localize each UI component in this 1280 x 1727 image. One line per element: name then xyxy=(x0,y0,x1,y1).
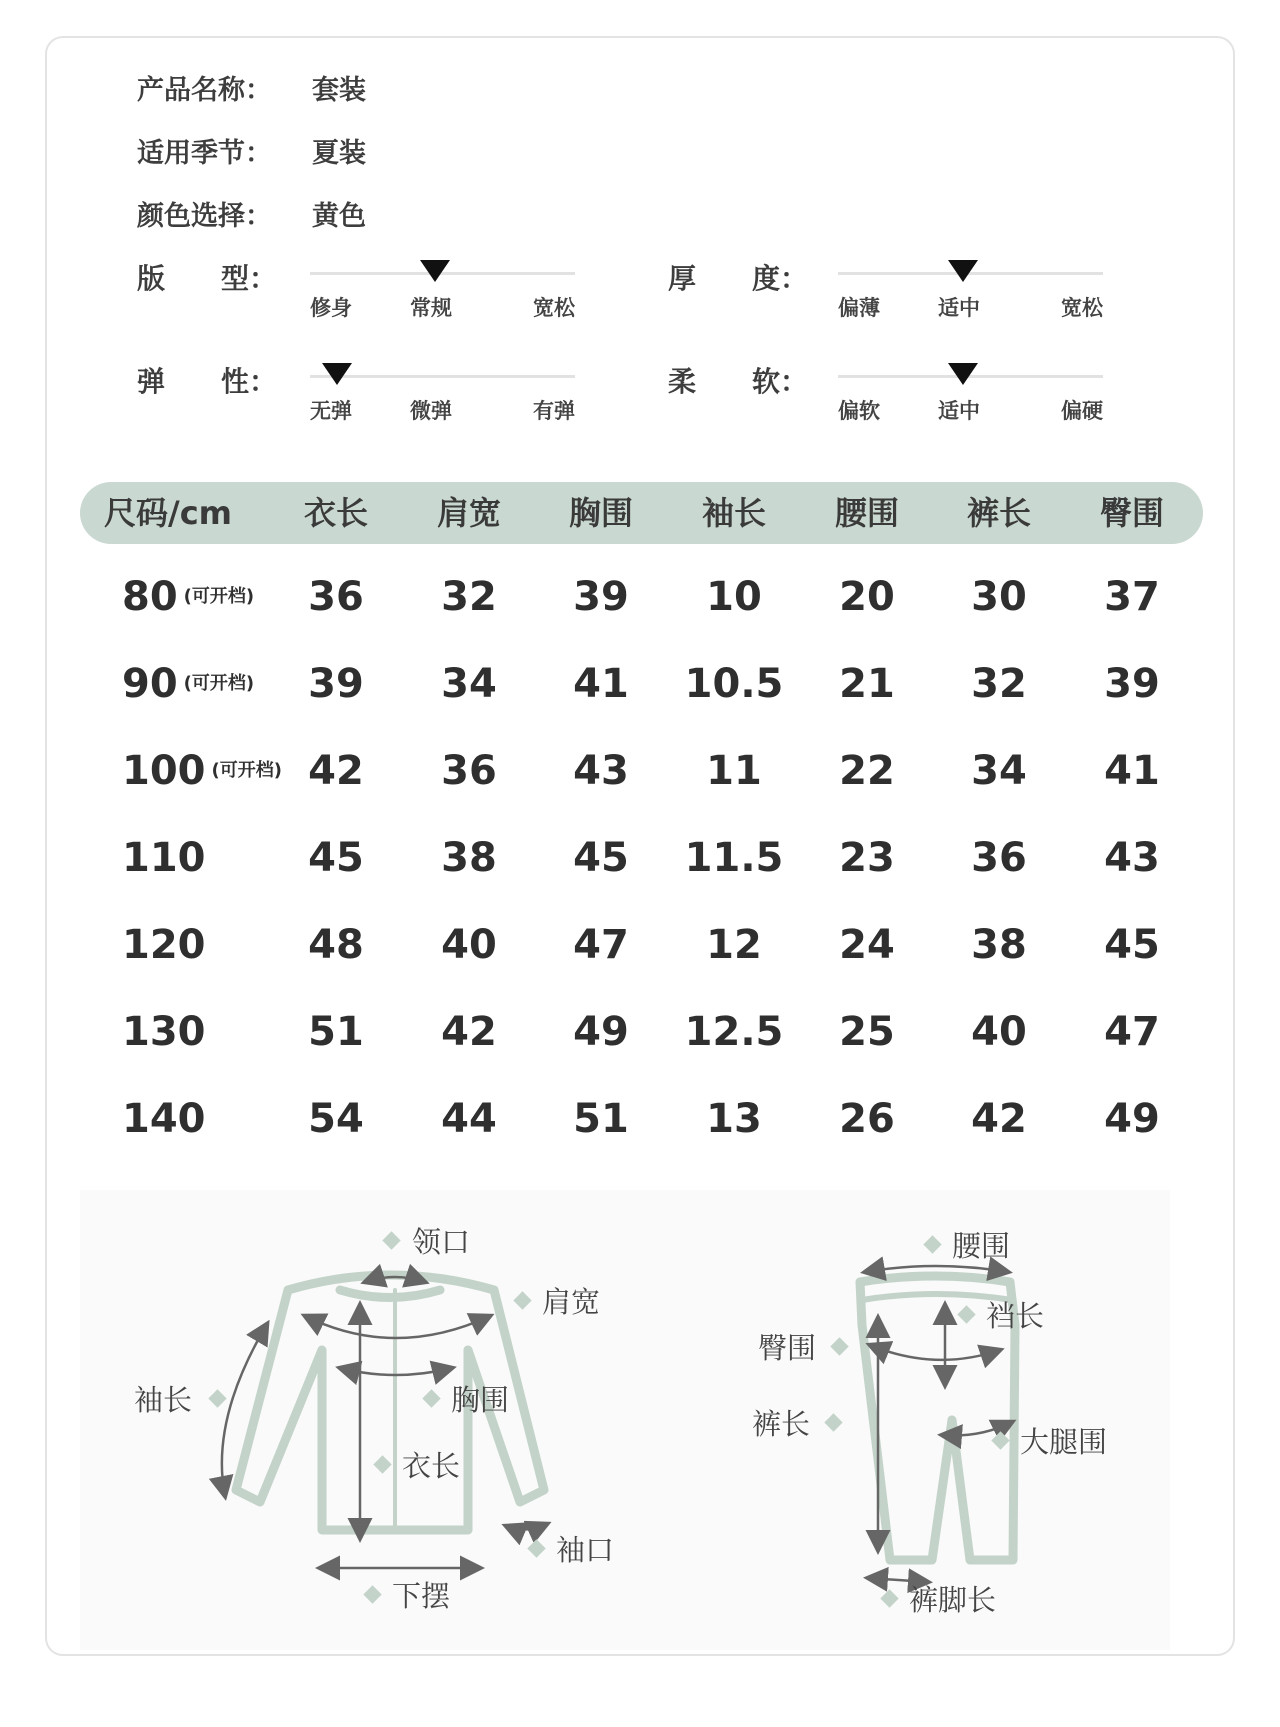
table-cell: 39 xyxy=(308,661,364,707)
table-cell: 11.5 xyxy=(684,835,784,881)
table-cell: 43 xyxy=(573,748,629,794)
table-cell: 12 xyxy=(706,922,762,968)
header-cell: 臀围 xyxy=(1099,494,1165,532)
size-cell: 130 xyxy=(122,1009,206,1055)
scale-marker xyxy=(420,260,450,282)
info-season: 适用季节： 夏装 xyxy=(137,138,366,169)
scale-fit: 修身 常规 宽松 xyxy=(310,256,575,326)
table-cell: 39 xyxy=(573,574,629,620)
table-cell: 36 xyxy=(971,835,1027,881)
attr-label-softness: 柔 软： xyxy=(668,365,808,398)
table-cell: 11 xyxy=(706,748,762,794)
scale-marker xyxy=(948,363,978,385)
table-cell: 45 xyxy=(1104,922,1160,968)
label-cuff: 袖口 xyxy=(556,1533,615,1567)
label-leg-opening: 裤脚长 xyxy=(909,1583,997,1617)
table-cell: 36 xyxy=(308,574,364,620)
table-cell: 48 xyxy=(308,922,364,968)
table-row xyxy=(80,905,1203,985)
table-cell: 42 xyxy=(308,748,364,794)
attr-label-thickness: 厚 度： xyxy=(668,262,808,295)
header-cell: 袖长 xyxy=(701,494,767,532)
table-cell: 41 xyxy=(573,661,629,707)
table-row xyxy=(80,1079,1203,1159)
attr-label-fit: 版 型： xyxy=(137,262,277,295)
size-cell: 100 $^{(可开档)}$ xyxy=(122,748,282,794)
table-cell: 34 xyxy=(971,748,1027,794)
table-cell: 40 xyxy=(971,1009,1027,1055)
table-cell: 22 xyxy=(839,748,895,794)
label-sleeve-length: 袖长 xyxy=(134,1383,193,1417)
table-cell: 51 xyxy=(308,1009,364,1055)
table-cell: 41 xyxy=(1104,748,1160,794)
scale-softness: 偏软 适中 偏硬 xyxy=(838,359,1103,429)
table-cell: 44 xyxy=(441,1096,497,1142)
table-cell: 34 xyxy=(441,661,497,707)
table-cell: 10 xyxy=(706,574,762,620)
table-row xyxy=(80,557,1203,637)
table-cell: 45 xyxy=(573,835,629,881)
size-cell: 140 xyxy=(122,1096,206,1142)
table-cell: 25 xyxy=(839,1009,895,1055)
table-row xyxy=(80,731,1203,811)
table-cell: 43 xyxy=(1104,835,1160,881)
open-crotch-note: (可开档) xyxy=(211,760,282,781)
scale-thickness: 偏薄 适中 宽松 xyxy=(838,256,1103,326)
header-cell: 腰围 xyxy=(834,494,900,532)
table-cell: 32 xyxy=(441,574,497,620)
label-hip: 臀围 xyxy=(758,1331,817,1365)
label-shoulder: 肩宽 xyxy=(542,1285,601,1319)
table-row xyxy=(80,644,1203,724)
table-cell: 23 xyxy=(839,835,895,881)
table-cell: 47 xyxy=(573,922,629,968)
size-cell: 120 xyxy=(122,922,206,968)
table-cell: 42 xyxy=(971,1096,1027,1142)
label-pants-length: 裤长 xyxy=(752,1407,811,1441)
label-chest: 胸围 xyxy=(451,1383,510,1417)
table-cell: 21 xyxy=(839,661,895,707)
table-cell: 26 xyxy=(839,1096,895,1142)
header-cell: 裤长 xyxy=(966,494,1032,532)
header-cell: 衣长 xyxy=(303,494,369,532)
table-row xyxy=(80,992,1203,1072)
table-cell: 42 xyxy=(441,1009,497,1055)
table-cell: 47 xyxy=(1104,1009,1160,1055)
measurement-diagram xyxy=(80,1190,1170,1650)
size-cell: 80 $^{(可开档)}$ xyxy=(122,574,255,620)
table-cell: 30 xyxy=(971,574,1027,620)
table-cell: 49 xyxy=(1104,1096,1160,1142)
table-cell: 20 xyxy=(839,574,895,620)
scale-marker xyxy=(322,363,352,385)
scale-elasticity: 无弹 微弹 有弹 xyxy=(310,359,575,429)
label-thigh: 大腿围 xyxy=(1020,1425,1108,1459)
attr-label-elasticity: 弹 性： xyxy=(137,365,277,398)
table-cell: 24 xyxy=(839,922,895,968)
label-collar: 领口 xyxy=(412,1225,471,1259)
label-waist: 腰围 xyxy=(952,1229,1011,1263)
table-header xyxy=(80,482,1203,544)
table-cell: 12.5 xyxy=(684,1009,784,1055)
header-cell: 胸围 xyxy=(568,494,634,532)
info-product-name: 产品名称： 套装 xyxy=(137,75,366,106)
table-cell: 38 xyxy=(441,835,497,881)
header-size: 尺码/cm xyxy=(104,494,233,532)
table-cell: 13 xyxy=(706,1096,762,1142)
open-crotch-note: (可开档) xyxy=(183,586,255,607)
size-cell: 90 $^{(可开档)}$ xyxy=(122,661,255,707)
label-hem: 下摆 xyxy=(392,1579,451,1613)
table-row xyxy=(80,818,1203,898)
table-cell: 40 xyxy=(441,922,497,968)
table-cell: 39 xyxy=(1104,661,1160,707)
table-cell: 49 xyxy=(573,1009,629,1055)
label-length: 衣长 xyxy=(402,1449,461,1483)
table-cell: 37 xyxy=(1104,574,1160,620)
table-cell: 10.5 xyxy=(684,661,784,707)
scale-marker xyxy=(948,260,978,282)
table-cell: 51 xyxy=(573,1096,629,1142)
header-cell: 肩宽 xyxy=(436,494,502,532)
table-cell: 32 xyxy=(971,661,1027,707)
table-cell: 36 xyxy=(441,748,497,794)
table-cell: 54 xyxy=(308,1096,364,1142)
open-crotch-note: (可开档) xyxy=(183,673,255,694)
label-rise: 裆长 xyxy=(986,1299,1045,1333)
table-cell: 45 xyxy=(308,835,364,881)
info-color: 颜色选择： 黄色 xyxy=(137,201,366,232)
table-cell: 38 xyxy=(971,922,1027,968)
size-cell: 110 xyxy=(122,835,206,881)
